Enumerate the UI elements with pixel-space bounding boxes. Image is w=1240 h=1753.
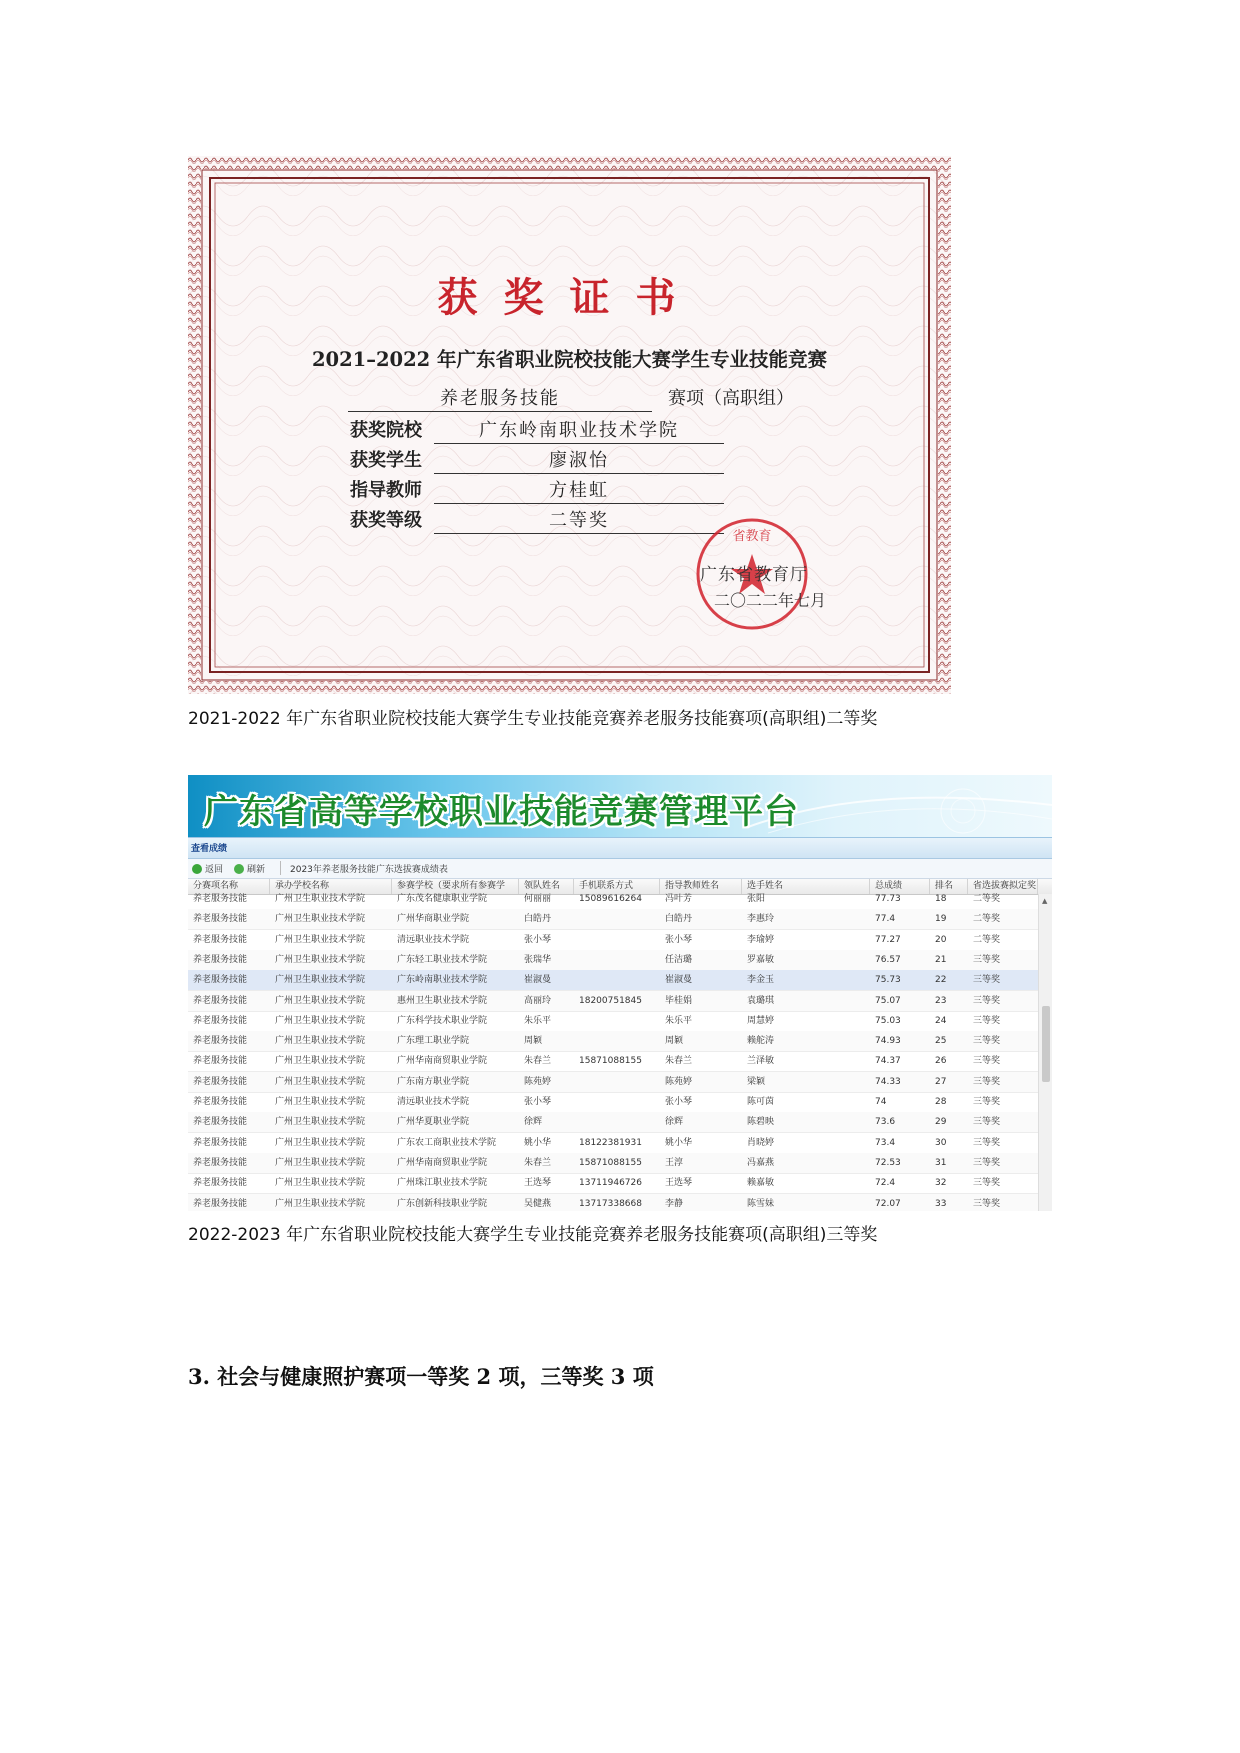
cell-sub-event: 养老服务技能 — [193, 1137, 248, 1148]
cell-host-school: 广州卫生职业技术学院 — [275, 1036, 366, 1047]
cell-phone: 15089616264 — [579, 894, 642, 904]
cell-school: 广东创新科技职业学院 — [397, 1198, 488, 1209]
cell-host-school: 广州卫生职业技术学院 — [275, 894, 366, 904]
cell-school: 广东南方职业学院 — [397, 1076, 470, 1087]
cell-rank: 22 — [935, 975, 947, 986]
cell-score: 74.33 — [875, 1076, 901, 1087]
cell-leader: 张瑞华 — [524, 954, 552, 965]
cell-award: 二等奖 — [973, 914, 1001, 925]
cell-contestant: 冯嘉燕 — [747, 1157, 775, 1168]
header-col-award[interactable]: 省选拔赛拟定奖 — [968, 879, 1038, 894]
banner-title: 广东省高等学校职业技能竞赛管理平台 — [204, 792, 799, 832]
cell-teacher: 李静 — [665, 1198, 684, 1209]
cell-leader: 王选琴 — [524, 1178, 552, 1189]
table-row[interactable] — [188, 1051, 1038, 1072]
cell-host-school: 广州卫生职业技术学院 — [275, 914, 366, 925]
section-heading: 3. 社会与健康照护赛项一等奖 2 项，三等奖 3 项 — [188, 1364, 654, 1389]
cell-school: 广州华商职业学院 — [397, 914, 470, 925]
school-label: 获奖院校 — [350, 420, 422, 441]
table-name: 2023年养老服务技能广东选拔赛成绩表 — [290, 865, 448, 875]
cell-sub-event: 养老服务技能 — [193, 1036, 248, 1047]
back-button[interactable]: 返回 — [192, 862, 223, 875]
cell-award: 三等奖 — [973, 995, 1001, 1006]
toolbar — [188, 859, 1052, 879]
cell-teacher: 冯叶芳 — [665, 894, 693, 904]
level-value: 二等奖 — [434, 506, 724, 534]
cell-host-school: 广州卫生职业技术学院 — [275, 1198, 366, 1209]
cell-phone: 18200751845 — [579, 995, 642, 1006]
cell-phone: 15871088155 — [579, 1056, 642, 1067]
cell-rank: 24 — [935, 1015, 947, 1026]
cell-rank: 18 — [935, 894, 947, 904]
cell-teacher: 王选琴 — [665, 1178, 693, 1189]
issuer: 广东省教育厅 — [700, 565, 808, 585]
cell-rank: 21 — [935, 954, 947, 965]
header-col-contestant[interactable]: 选手姓名 — [742, 879, 870, 894]
table-row[interactable] — [188, 1133, 1038, 1154]
cell-rank: 32 — [935, 1178, 947, 1189]
seal-text: 省教育 — [732, 529, 772, 544]
cell-host-school: 广州卫生职业技术学院 — [275, 1137, 366, 1148]
header-col-score[interactable]: 总成绩 — [870, 879, 930, 894]
cell-teacher: 任洁璐 — [665, 954, 693, 965]
cell-teacher: 陈苑婷 — [665, 1076, 693, 1087]
cell-award: 三等奖 — [973, 1076, 1001, 1087]
table-row[interactable] — [188, 1153, 1038, 1174]
cell-school: 广州华南商贸职业学院 — [397, 1056, 488, 1067]
cell-contestant: 梁颖 — [747, 1076, 766, 1087]
cell-teacher: 朱乐平 — [665, 1015, 693, 1026]
teacher-value: 方桂虹 — [434, 476, 724, 504]
cell-school: 惠州卫生职业技术学院 — [397, 995, 488, 1006]
cell-leader: 高丽玲 — [524, 995, 552, 1006]
cell-contestant: 袁璐琪 — [747, 995, 775, 1006]
cell-contestant: 周慧婷 — [747, 1015, 775, 1026]
table-row[interactable] — [188, 1092, 1038, 1113]
caption-certificate: 2021-2022 年广东省职业院校技能大赛学生专业技能竞赛养老服务技能赛项(高职组)二等奖 — [188, 709, 878, 729]
refresh-icon — [234, 864, 244, 874]
cell-score: 74.37 — [875, 1056, 901, 1067]
header-col-rank[interactable]: 排名 — [930, 879, 968, 894]
cell-sub-event: 养老服务技能 — [193, 1076, 248, 1087]
cell-leader: 徐辉 — [524, 1117, 543, 1128]
level-row — [188, 506, 951, 530]
cell-host-school: 广州卫生职业技术学院 — [275, 1178, 366, 1189]
cell-contestant: 陈可茵 — [747, 1097, 775, 1107]
cell-score: 76.57 — [875, 954, 901, 965]
table-row[interactable] — [188, 1173, 1038, 1194]
cell-score: 74.93 — [875, 1036, 901, 1047]
cell-host-school: 广州卫生职业技术学院 — [275, 1076, 366, 1087]
cell-sub-event: 养老服务技能 — [193, 1097, 248, 1107]
cell-rank: 19 — [935, 914, 947, 925]
cell-phone — [574, 1072, 660, 1092]
scroll-up-icon[interactable]: ▲ — [1042, 897, 1048, 905]
cell-contestant: 陈碧映 — [747, 1117, 775, 1128]
cell-host-school: 广州卫生职业技术学院 — [275, 1015, 366, 1026]
cell-contestant: 李惠玲 — [747, 914, 775, 925]
cell-score: 77.73 — [875, 894, 901, 904]
cell-sub-event: 养老服务技能 — [193, 954, 248, 965]
cell-score: 73.4 — [875, 1137, 896, 1148]
cell-award: 二等奖 — [973, 934, 1001, 945]
table-row[interactable] — [188, 889, 1038, 910]
cell-teacher: 徐辉 — [665, 1117, 684, 1128]
header-col-host-school[interactable]: 承办学校名称 — [270, 879, 392, 894]
cell-teacher: 毕桂娟 — [665, 995, 693, 1006]
cell-rank: 29 — [935, 1117, 947, 1128]
award-certificate-image — [188, 156, 951, 694]
cell-award: 三等奖 — [973, 1117, 1001, 1128]
table-row[interactable] — [188, 1194, 1038, 1212]
cell-sub-event: 养老服务技能 — [193, 1157, 248, 1168]
cell-leader: 崔淑曼 — [524, 975, 552, 986]
cell-host-school: 广州卫生职业技术学院 — [275, 1097, 366, 1107]
cell-host-school: 广州卫生职业技术学院 — [275, 1117, 366, 1128]
cell-phone: 15871088155 — [579, 1157, 642, 1168]
cell-sub-event: 养老服务技能 — [193, 1198, 248, 1209]
cell-school: 广州华南商贸职业学院 — [397, 1157, 488, 1168]
cell-school: 广东轻工职业技术学院 — [397, 954, 488, 965]
issue-date: 二〇二二年七月 — [714, 591, 827, 610]
table-row[interactable] — [188, 1072, 1038, 1093]
header-col-phone[interactable]: 手机联系方式 — [574, 879, 660, 894]
cell-score: 72.53 — [875, 1157, 901, 1168]
student-value: 廖淑怡 — [434, 446, 724, 474]
cell-contestant: 赖嘉敏 — [747, 1178, 775, 1189]
cell-award: 三等奖 — [973, 1036, 1001, 1047]
cell-leader: 朱春兰 — [524, 1056, 552, 1067]
cell-rank: 27 — [935, 1076, 947, 1087]
cell-leader: 陈苑婷 — [524, 1076, 552, 1087]
back-icon — [192, 864, 202, 874]
table-row[interactable] — [188, 1112, 1038, 1133]
cell-sub-event: 养老服务技能 — [193, 1056, 248, 1067]
cell-contestant: 赖舵涛 — [747, 1036, 775, 1047]
cell-school: 广东农工商职业技术学院 — [397, 1137, 497, 1148]
cell-sub-event: 养老服务技能 — [193, 975, 248, 986]
cell-sub-event: 养老服务技能 — [193, 914, 248, 925]
cell-contestant: 李瑜婷 — [747, 934, 775, 945]
level-label: 获奖等级 — [350, 510, 422, 531]
cell-host-school: 广州卫生职业技术学院 — [275, 1157, 366, 1168]
cell-teacher: 姚小华 — [665, 1137, 693, 1148]
cell-award: 三等奖 — [973, 1056, 1001, 1067]
cell-contestant: 张阳 — [747, 894, 766, 904]
table-row[interactable] — [188, 1031, 1038, 1052]
cell-score: 75.73 — [875, 975, 901, 986]
cell-teacher: 白皓丹 — [665, 914, 693, 925]
vertical-scrollbar[interactable] — [1038, 894, 1052, 1211]
cell-score: 74 — [875, 1097, 887, 1107]
table-row[interactable] — [188, 950, 1038, 971]
cell-phone — [574, 1031, 660, 1051]
cell-award: 三等奖 — [973, 1198, 1001, 1209]
cell-leader: 何丽丽 — [524, 894, 552, 904]
cell-teacher: 张小琴 — [665, 1097, 693, 1107]
cell-host-school: 广州卫生职业技术学院 — [275, 954, 366, 965]
cell-teacher: 崔淑曼 — [665, 975, 693, 986]
header-col-school[interactable]: 参赛学校（要求所有参赛学 — [392, 879, 519, 894]
table-row[interactable] — [188, 970, 1038, 991]
cell-host-school: 广州卫生职业技术学院 — [275, 975, 366, 986]
cell-contestant: 罗嘉敏 — [747, 954, 775, 965]
cell-leader: 吴健燕 — [524, 1198, 552, 1209]
teacher-row — [188, 476, 951, 500]
cell-score: 72.07 — [875, 1198, 901, 1209]
cell-leader: 张小琴 — [524, 1097, 552, 1107]
event-suffix: 赛项（高职组） — [668, 388, 794, 409]
cell-sub-event: 养老服务技能 — [193, 894, 248, 904]
certificate-title: 获奖证书 — [437, 274, 702, 321]
panel-title: 查看成绩 — [191, 844, 228, 854]
cell-award: 三等奖 — [973, 1097, 1001, 1107]
cell-teacher: 王淳 — [665, 1157, 684, 1168]
cell-teacher: 朱春兰 — [665, 1056, 693, 1067]
cell-school: 清远职业技术学院 — [397, 934, 470, 945]
cell-phone — [574, 909, 660, 929]
cell-rank: 30 — [935, 1137, 947, 1148]
cell-score: 77.27 — [875, 934, 901, 945]
toolbar-separator — [280, 861, 281, 875]
cell-award: 二等奖 — [973, 894, 1001, 904]
cell-award: 三等奖 — [973, 1157, 1001, 1168]
cell-school: 广州华夏职业学院 — [397, 1117, 470, 1128]
student-row — [188, 446, 951, 470]
cell-phone — [574, 970, 660, 990]
cell-award: 三等奖 — [973, 1178, 1001, 1189]
cell-host-school: 广州卫生职业技术学院 — [275, 1056, 366, 1067]
cell-phone — [574, 930, 660, 950]
cell-sub-event: 养老服务技能 — [193, 1117, 248, 1128]
cell-score: 75.07 — [875, 995, 901, 1006]
cell-sub-event: 养老服务技能 — [193, 934, 248, 945]
school-row — [188, 416, 951, 440]
cell-contestant: 李金玉 — [747, 975, 775, 986]
cell-phone — [574, 1112, 660, 1132]
table-row[interactable] — [188, 930, 1038, 951]
platform-banner — [188, 775, 1052, 837]
cell-leader: 白皓丹 — [524, 914, 552, 925]
cell-school: 广东理工职业学院 — [397, 1036, 470, 1047]
cell-award: 三等奖 — [973, 1137, 1001, 1148]
table-row[interactable] — [188, 1011, 1038, 1032]
cell-school: 清远职业技术学院 — [397, 1097, 470, 1107]
cell-school: 广东岭南职业技术学院 — [397, 975, 488, 986]
cell-leader: 姚小华 — [524, 1137, 552, 1148]
cell-teacher: 周颖 — [665, 1036, 684, 1047]
table-row[interactable] — [188, 991, 1038, 1012]
cell-rank: 25 — [935, 1036, 947, 1047]
header-col-sub-event[interactable]: 分赛项名称 — [188, 879, 270, 894]
cell-phone — [574, 1011, 660, 1031]
cell-award: 三等奖 — [973, 954, 1001, 965]
header-col-teacher[interactable]: 指导教师姓名 — [660, 879, 742, 894]
cell-sub-event: 养老服务技能 — [193, 995, 248, 1006]
cell-leader: 张小琴 — [524, 934, 552, 945]
panel-header — [188, 837, 1052, 859]
header-col-leader[interactable]: 领队姓名 — [519, 879, 574, 894]
cell-score: 75.03 — [875, 1015, 901, 1026]
cell-teacher: 张小琴 — [665, 934, 693, 945]
school-value: 广东岭南职业技术学院 — [434, 416, 724, 444]
cell-award: 三等奖 — [973, 1015, 1001, 1026]
table-row[interactable] — [188, 909, 1038, 930]
cell-leader: 朱春兰 — [524, 1157, 552, 1168]
cell-school: 广东科学技术职业学院 — [397, 1015, 488, 1026]
caption-platform: 2022-2023 年广东省职业院校技能大赛学生专业技能竞赛养老服务技能赛项(高职组)三等奖 — [188, 1225, 878, 1245]
cell-phone — [574, 1092, 660, 1112]
cell-contestant: 陈雪妹 — [747, 1198, 775, 1209]
cell-host-school: 广州卫生职业技术学院 — [275, 995, 366, 1006]
cell-phone — [574, 950, 660, 970]
cell-score: 72.4 — [875, 1178, 896, 1189]
cell-leader: 朱乐平 — [524, 1015, 552, 1026]
cell-rank: 20 — [935, 934, 947, 945]
cell-rank: 28 — [935, 1097, 947, 1107]
scroll-thumb[interactable] — [1042, 1006, 1050, 1082]
cell-leader: 周颖 — [524, 1036, 543, 1047]
cell-phone: 13711946726 — [579, 1178, 642, 1189]
cell-score: 73.6 — [875, 1117, 896, 1128]
cell-score: 77.4 — [875, 914, 896, 925]
event-name: 养老服务技能 — [348, 384, 652, 412]
cell-rank: 33 — [935, 1198, 947, 1209]
cell-school: 广东茂名健康职业学院 — [397, 894, 488, 904]
student-label: 获奖学生 — [350, 450, 422, 471]
cell-contestant: 兰泽敏 — [747, 1056, 775, 1067]
cell-school: 广州珠江职业技术学院 — [397, 1178, 488, 1189]
cell-host-school: 广州卫生职业技术学院 — [275, 934, 366, 945]
cell-rank: 26 — [935, 1056, 947, 1067]
refresh-button[interactable]: 刷新 — [234, 862, 265, 875]
cell-phone: 18122381931 — [579, 1137, 642, 1148]
cell-phone: 13717338668 — [579, 1198, 642, 1209]
cell-rank: 31 — [935, 1157, 947, 1168]
cell-contestant: 肖晓婷 — [747, 1137, 775, 1148]
event-row — [188, 384, 951, 408]
cell-sub-event: 养老服务技能 — [193, 1015, 248, 1026]
platform-screenshot — [188, 775, 1052, 1211]
cell-sub-event: 养老服务技能 — [193, 1178, 248, 1189]
cell-rank: 23 — [935, 995, 947, 1006]
teacher-label: 指导教师 — [350, 480, 422, 501]
certificate-subtitle: 2021–2022 年广东省职业院校技能大赛学生专业技能竞赛 — [311, 348, 828, 371]
cell-award: 三等奖 — [973, 975, 1001, 986]
